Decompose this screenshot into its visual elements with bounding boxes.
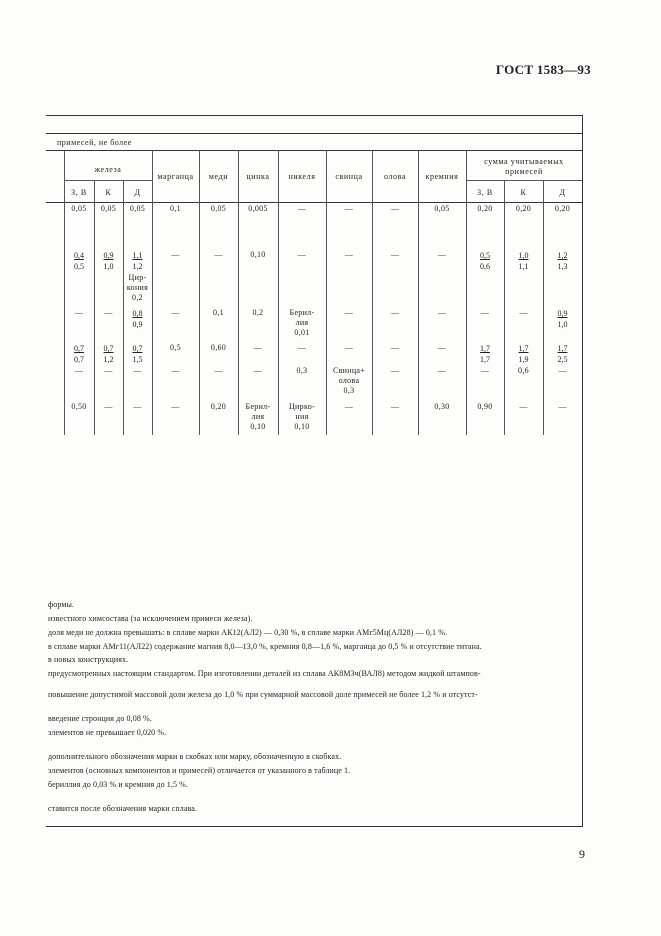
col-sep: [418, 150, 419, 435]
table-cell-zirconium: Цир- кония 0,2: [126, 273, 149, 302]
col-sep: [238, 150, 239, 435]
page-number: 9: [579, 847, 585, 861]
table-cell: —: [390, 250, 400, 259]
table-cell: 0,05: [434, 204, 450, 213]
col-sep: [199, 150, 200, 435]
header-lead: свинца: [335, 172, 363, 181]
note-line: элементов не превышает 0,020 %.: [48, 728, 167, 737]
note-line: предусмотренных настоящим стандартом. При изготовлении деталей из сплава АК8М3ч(ВАЛ8) методом жидкой штампов-: [48, 669, 481, 678]
table-cell: —: [558, 366, 567, 375]
table-cell: $\frac{0,4}{0,5}$: [74, 251, 84, 271]
header-sum: сумма учитываемых примесей: [484, 157, 564, 176]
table-cell: 0,1: [213, 308, 224, 317]
header-manganese: марганца: [157, 172, 194, 181]
note-line: повышение допустимой массовой доли железа до 1,0 % при суммарной массовой доле примесей не более 1,2 % и отсутст-: [48, 690, 478, 699]
table-cell: —: [519, 402, 528, 411]
table-cell: —: [344, 250, 354, 259]
sub-header-sum-d: Д: [559, 188, 566, 197]
table-cell: —: [344, 204, 354, 213]
table-cell: —: [171, 308, 180, 317]
sub-header-iron-k: К: [105, 188, 112, 197]
sub-header-sum-z: З, В: [477, 188, 493, 197]
header-iron: железа: [94, 165, 122, 174]
table-cell: —: [171, 402, 180, 411]
table-cell: —: [171, 250, 180, 259]
col-sep: [372, 150, 373, 435]
table-cell: —: [214, 250, 223, 259]
table-cell: 0,3: [296, 366, 308, 375]
table-cell: —: [104, 308, 113, 317]
table-cell: 0,60: [210, 343, 227, 352]
col-sep: [278, 150, 279, 435]
table-cell: 0,6: [518, 366, 529, 375]
table-cell: —: [133, 366, 142, 375]
table-cell: 0,10: [250, 250, 266, 259]
table-cell: $\frac{1,7}{2,5}$: [557, 344, 568, 364]
table-cell: $\frac{0,8}{0,9}$: [132, 309, 143, 329]
table-cell: $\frac{1,0}{1,1}$: [518, 251, 529, 271]
table-cell: —: [390, 343, 400, 352]
table-cell: —: [74, 366, 84, 375]
note-line: доля меди не должна превышать: в сплаве марки АК12(АЛ2) — 0,30 %, в сплаве марки АМг5Мц(АЛ28) — 0,1 %.: [48, 628, 448, 637]
caption-rule: [46, 150, 582, 151]
note-line: введение стронция до 0,08 %.: [48, 714, 152, 723]
top-rule: [46, 115, 582, 116]
table-cell: —: [390, 204, 400, 213]
table-cell: 0,005: [248, 204, 268, 213]
table-cell: —: [297, 343, 307, 352]
note-line: в новых конструкциях.: [48, 655, 129, 664]
header-rule: [46, 133, 582, 134]
table-cell: —: [344, 343, 354, 352]
table-cell: 0,05: [100, 204, 117, 213]
table-cell: —: [344, 308, 354, 317]
table-cell: —: [171, 366, 180, 375]
table-cell: $\frac{0,7}{0,7}$: [74, 344, 84, 364]
table-cell: $\frac{0,7}{1,5}$: [132, 344, 143, 364]
table-cell: Берил- лия 0,10: [245, 402, 271, 431]
header-zinc: цинка: [246, 172, 270, 181]
table-cell: —: [480, 366, 490, 375]
table-cell: 0,30: [434, 402, 450, 411]
table-cell: —: [297, 250, 307, 259]
table-cell: —: [253, 366, 263, 375]
table-cell: —: [74, 308, 84, 317]
table-cell: —: [390, 366, 400, 375]
table-cell: —: [437, 250, 447, 259]
table-cell: —: [104, 366, 113, 375]
table-cell: 0,2: [252, 308, 264, 317]
table-caption: примесей, не более: [57, 138, 132, 147]
table-cell: 0,05: [129, 204, 146, 213]
table-cell: $\frac{1,7}{1,7}$: [480, 344, 490, 364]
table-cell: 0,05: [210, 204, 227, 213]
note-line: известного химсостава (за исключением примеси железа).: [48, 614, 253, 623]
note-line: в сплаве марки АМг11(АЛ22) содержание магния 8,0—13,0 %, кремния 0,8—1,6 %, марганца до 0,5 % и отсутствие титана.: [48, 642, 482, 651]
table-cell: 0,50: [71, 402, 87, 411]
table-cell: 0,20: [554, 204, 571, 213]
table-cell: —: [297, 204, 307, 213]
table-cell: —: [437, 366, 447, 375]
header-tin: олова: [383, 172, 407, 181]
table-cell: $\frac{0,9}{1,0}$: [103, 251, 114, 271]
table-cell: $\frac{1,7}{1,9}$: [518, 344, 529, 364]
page-header: ГОСТ 1583—93: [495, 62, 591, 77]
header-silicon: кремния: [425, 172, 459, 181]
table-cell: Свинца+ олова 0,3: [332, 366, 366, 395]
table-cell: 0,05: [71, 204, 87, 213]
table-cell: $\frac{0,9}{1,0}$: [557, 309, 568, 329]
sub-header-sum-k: К: [520, 188, 527, 197]
table-cell: Берил- лия 0,01: [289, 308, 315, 337]
table-cell: $\frac{0,5}{0,6}$: [480, 251, 490, 271]
note-line: формы.: [48, 600, 75, 609]
note-line: бериллия до 0,03 % и кремния до 1,5 %.: [48, 780, 189, 789]
header-nickel: никеля: [288, 172, 316, 181]
note-line: дополнительного обозначения марки в скобках или марку, обозначенную в скобках.: [48, 752, 342, 761]
note-line: элементов (основных компонентов и примесей) отличается от указанного в таблице 1.: [48, 766, 351, 775]
table-cell: —: [390, 308, 400, 317]
table-cell: 0,1: [170, 204, 181, 213]
table-cell: —: [344, 402, 354, 411]
sub-header-iron-d: Д: [134, 188, 141, 197]
iron-group-rule: [64, 180, 152, 181]
sum-group-rule: [466, 180, 582, 181]
table-cell: $\frac{1,1}{1,2}$: [132, 251, 143, 271]
table-cell: $\frac{0,7}{1,2}$: [103, 344, 114, 364]
subheader-rule: [46, 202, 582, 203]
note-line: ставится после обозначения марки сплава.: [48, 804, 198, 813]
table-cell: —: [519, 308, 528, 317]
table-cell: —: [480, 308, 490, 317]
sub-header-iron-z: З, В: [71, 188, 87, 197]
table-cell: $\frac{1,2}{1,3}$: [557, 251, 568, 271]
col-sep: [152, 150, 153, 435]
table-cell: 0,5: [170, 343, 181, 352]
table-cell: 0,20: [210, 402, 227, 411]
table-cell: —: [104, 402, 113, 411]
table-cell: 0,20: [515, 204, 532, 213]
table-cell: —: [133, 402, 142, 411]
table-cell: 0,90: [477, 402, 493, 411]
table-cell: —: [437, 308, 447, 317]
table-cell: —: [214, 366, 223, 375]
table-cell: —: [390, 402, 400, 411]
table-cell: Цирко- ния 0,10: [288, 402, 315, 431]
table-cell: —: [558, 402, 567, 411]
table-cell: —: [253, 343, 263, 352]
header-copper: меди: [208, 172, 229, 181]
table-cell: —: [437, 343, 447, 352]
table-cell: 0,20: [477, 204, 493, 213]
